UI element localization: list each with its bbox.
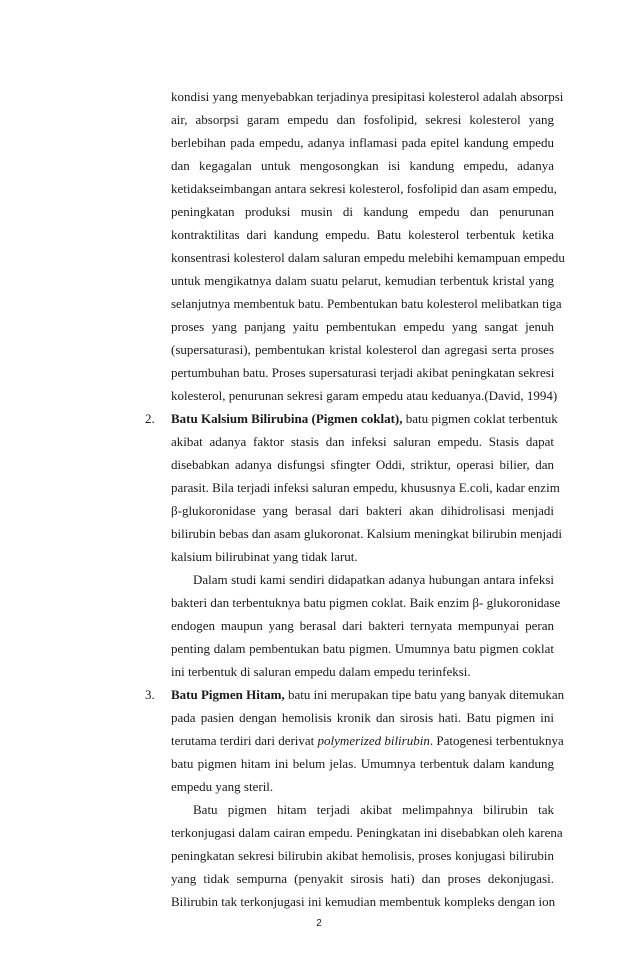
text-line: endogen maupun yang berasal dari bakteri ternyata mempunyai peran [171,618,554,633]
text-line: selanjutnya membentuk batu. Pembentukan batu kolesterol melibatkan tiga [171,296,562,311]
text-line: empedu yang steril. [171,779,274,794]
text-line: kontraktilitas dari kandung empedu. Batu kolesterol terbentuk ketika [171,227,554,242]
item-text: batu pigmen coklat terbentuk [402,411,558,426]
text-line [171,730,564,752]
text-line: akibat adanya faktor stasis dan infeksi saluran empedu. Stasis dapat [171,434,554,449]
text-line: pertumbuhan batu. Proses supersaturasi terjadi akibat peningkatan sekresi [171,365,555,380]
text-line: Dalam studi kami sendiri didapatkan adanya hubungan antara infeksi [193,572,554,587]
text-line: berlebihan pada empedu, adanya inflamasi pada epitel kandung empedu [171,135,554,150]
text-line: parasit. Bila terjadi infeksi saluran empedu, khususnya E.coli, kadar enzim [171,480,560,495]
text-line: kondisi yang menyebabkan terjadinya presipitasi kolesterol adalah absorpsi [171,89,564,104]
text-line: penting dalam pembentukan batu pigmen. Umumnya batu pigmen coklat [171,641,554,656]
text-line [171,684,565,706]
page-number: 2 [316,918,322,929]
text-line: (supersaturasi), pembentukan kristal kolesterol dan agregasi serta proses [171,342,554,357]
text-line: β-glukoronidase yang berasal dari bakteri akan dihidrolisasi menjadi [171,503,554,518]
text-line: dan kegagalan untuk mengosongkan isi kandung empedu, adanya [171,158,554,173]
text-line: Bilirubin tak terkonjugasi ini kemudian membentuk kompleks dengan ion [171,894,556,909]
text-line: Batu pigmen hitam terjadi akibat melimpahnya bilirubin tak [193,802,554,817]
text-line: terkonjugasi dalam cairan empedu. Peningkatan ini disebabkan oleh karena [171,825,563,840]
item-text: batu ini merupakan tipe batu yang banyak ditemukan [284,687,565,702]
item-text: . Patogenesi terbentuknya [429,733,564,748]
italic-term: polymerized bilirubin [317,733,430,748]
text-line: ini terbentuk di saluran empedu dalam empedu terinfeksi. [171,664,471,679]
text-line: peningkatan produksi musin di kandung empedu dan penurunan [171,204,554,219]
text-line: disebabkan adanya disfungsi sfingter Oddi, striktur, operasi bilier, dan [171,457,554,472]
text-line [171,408,558,430]
text-line: proses yang panjang yaitu pembentukan empedu yang sangat jenuh [171,319,554,334]
text-line: bilirubin bebas dan asam glukoronat. Kalsium meningkat bilirubin menjadi [171,526,563,541]
list-number: 2. [145,411,155,426]
item-title: Batu Pigmen Hitam, [171,687,285,702]
text-line: konsentrasi kolesterol dalam saluran empedu melebihi kemampuan empedu [171,250,565,265]
text-line: bakteri dan terbentuknya batu pigmen coklat. Baik enzim β- glukoronidase [171,595,561,610]
item-text: terutama terdiri dari derivat [171,733,318,748]
text-line: ketidakseimbangan antara sekresi kolesterol, fosfolipid dan asam empedu, [171,181,557,196]
text-line: kolesterol, penurunan sekresi garam empedu atau keduanya.(David, 1994) [171,388,558,403]
list-number: 3. [145,687,155,702]
text-line: yang tidak sempurna (penyakit sirosis hati) dan proses dekonjugasi. [171,871,554,886]
text-line: pada pasien dengan hemolisis kronik dan sirosis hati. Batu pigmen ini [171,710,554,725]
text-line: air, absorpsi garam empedu dan fosfolipid, sekresi kolesterol yang [171,112,554,127]
text-line: kalsium bilirubinat yang tidak larut. [171,549,358,564]
item-title: Batu Kalsium Bilirubina (Pigmen coklat), [171,411,403,426]
text-line: peningkatan sekresi bilirubin akibat hemolisis, proses konjugasi bilirubin [171,848,554,863]
text-line: untuk mengikatnya dalam suatu pelarut, kemudian terbentuk kristal yang [171,273,554,288]
text-line: batu pigmen hitam ini belum jelas. Umumnya terbentuk dalam kandung [171,756,554,771]
